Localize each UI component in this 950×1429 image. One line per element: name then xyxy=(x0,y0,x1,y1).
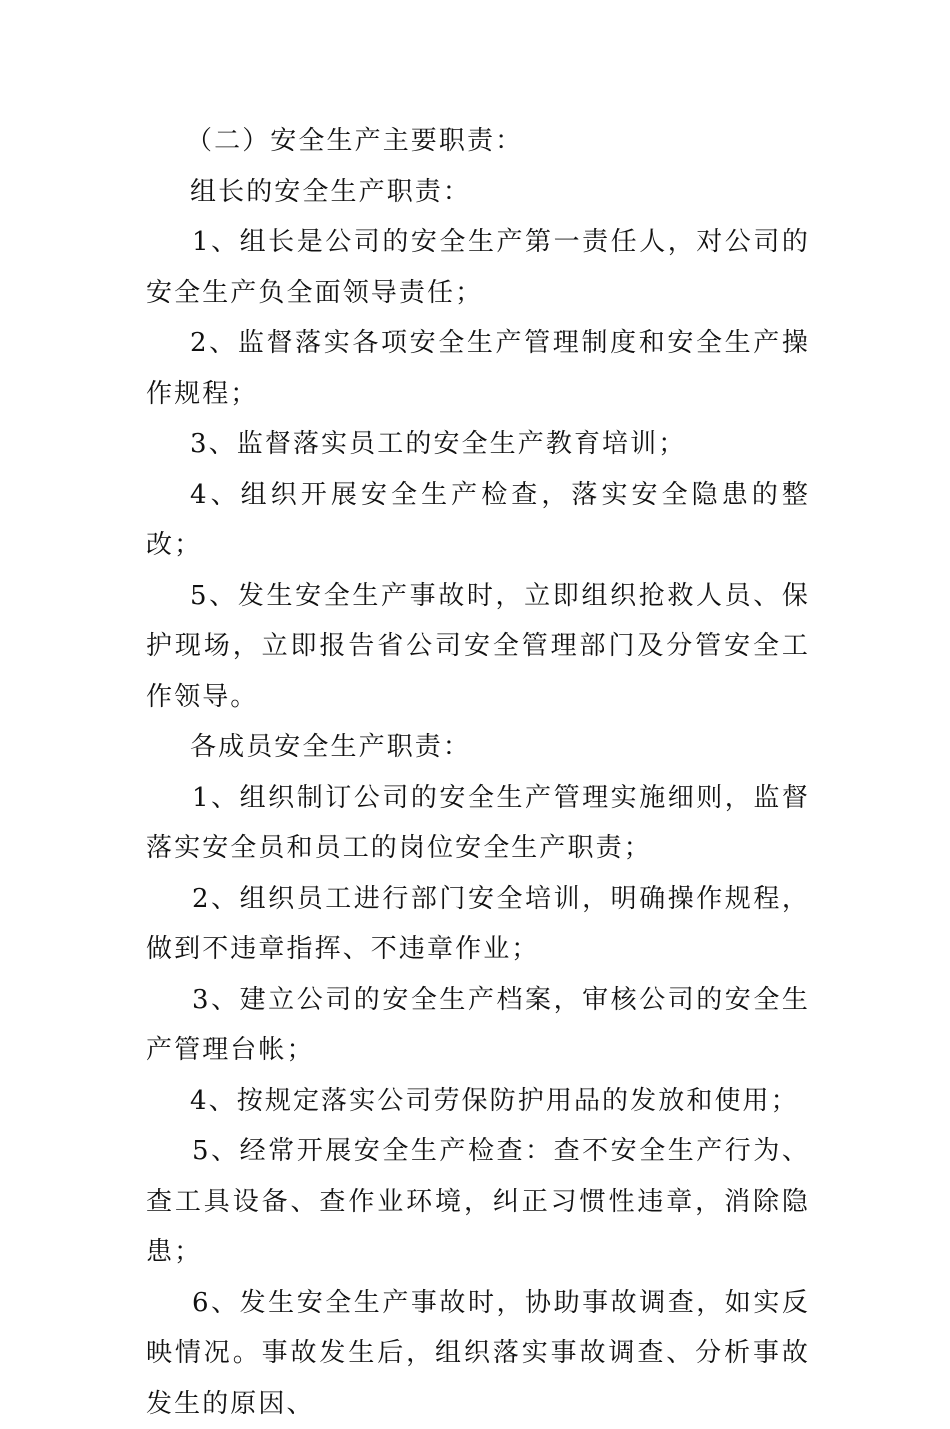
paragraph: 3、建立公司的安全生产档案，审核公司的安全生产管理台帐； xyxy=(146,975,810,1076)
paragraph: 1、组长是公司的安全生产第一责任人，对公司的安全生产负全面领导责任； xyxy=(146,217,810,318)
section-heading: （二）安全生产主要职责： xyxy=(146,116,810,167)
paragraph: 1、组织制订公司的安全生产管理实施细则，监督落实安全员和员工的岗位安全生产职责； xyxy=(146,773,810,874)
paragraph: 2、组织员工进行部门安全培训，明确操作规程，做到不违章指挥、不违章作业； xyxy=(146,874,810,975)
paragraph: 6、发生安全生产事故时，协助事故调查，如实反映情况。事故发生后，组织落实事故调查、分析事故发生的原因、 xyxy=(146,1278,810,1429)
paragraph: 5、经常开展安全生产检查：查不安全生产行为、查工具设备、查作业环境，纠正习惯性违章，消除隐患； xyxy=(146,1126,810,1278)
paragraph: 2、监督落实各项安全生产管理制度和安全生产操作规程； xyxy=(146,318,810,419)
subheading-member-duties: 各成员安全生产职责： xyxy=(146,722,810,773)
paragraph: 4、组织开展安全生产检查，落实安全隐患的整改； xyxy=(146,470,810,571)
paragraph: 4、按规定落实公司劳保防护用品的发放和使用； xyxy=(146,1076,810,1127)
paragraph: 3、监督落实员工的安全生产教育培训； xyxy=(146,419,810,470)
paragraph: 5、发生安全生产事故时，立即组织抢救人员、保护现场，立即报告省公司安全管理部门及分管安全工作领导。 xyxy=(146,571,810,723)
document-body xyxy=(146,116,810,1429)
subheading-leader-duties: 组长的安全生产职责： xyxy=(146,167,810,218)
